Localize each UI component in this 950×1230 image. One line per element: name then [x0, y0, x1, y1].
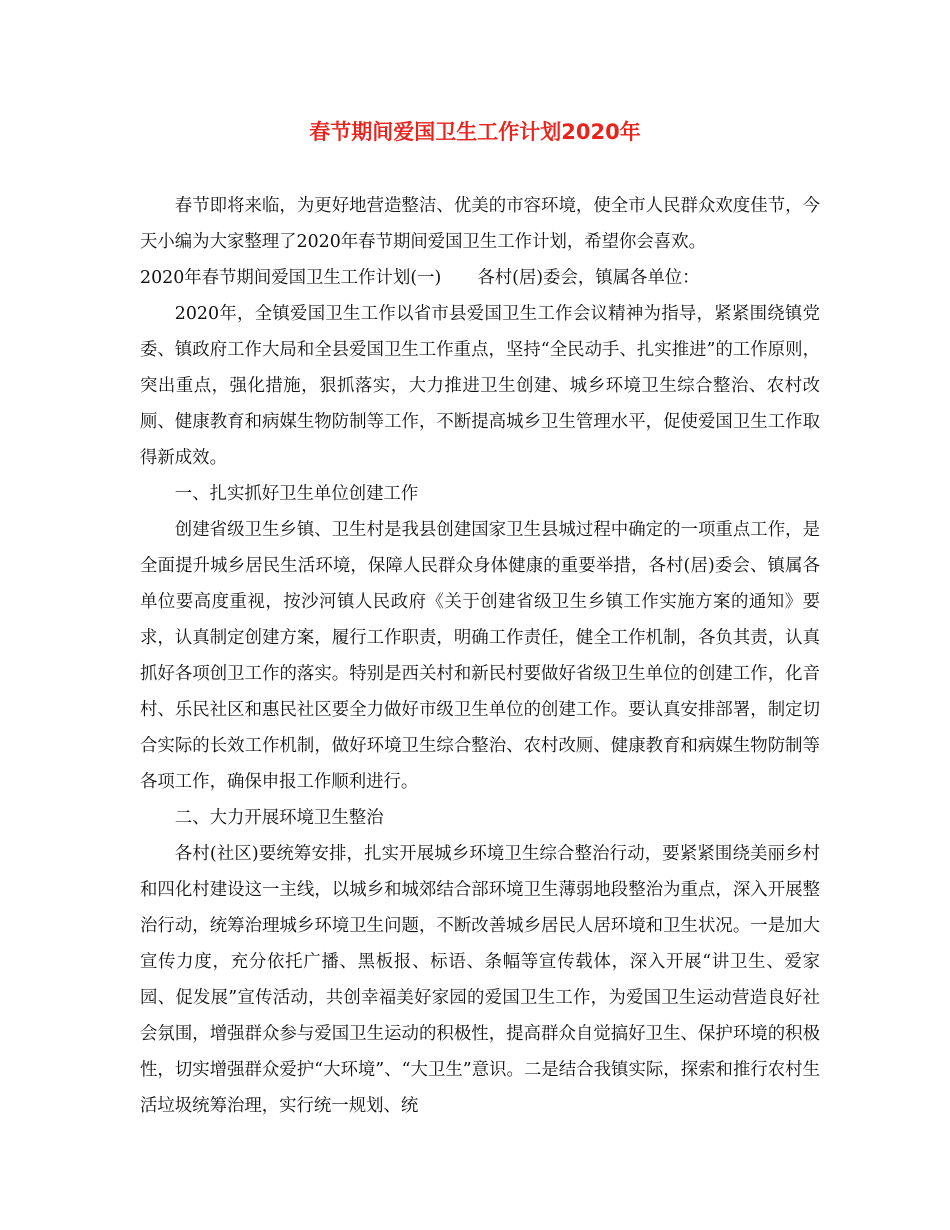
intro-paragraph: [140, 188, 820, 260]
section2-paragraph: 各村(社区)要统筹安排，扎实开展城乡环境卫生综合整治行动，要紧紧围绕美丽乡村和四化村建设这一主线，以城乡和城郊结合部环境卫生薄弱地段整治为重点，深入开展整治行动，统筹治理城乡环境卫生问题，不断改善城乡居民人居环境和卫生状况。一是加大宣传力度，充分依托广播、黑板报、标语、条幅等宣传载体，深入开展“讲卫生、爱家园、促发展”宣传活动，共创幸福美好家园的爱国卫生工作，为爱国卫生运动营造良好社会氛围，增强群众参与爱国卫生运动的积极性，提高群众自觉搞好卫生、保护环境的积极性，切实增强群众爱护“大环境”、“大卫生”意识。二是结合我镇实际，探索和推行农村生活垃圾统筹治理，实行统一规划、统: [140, 844, 820, 1116]
overview-paragraph: 2020年，全镇爱国卫生工作以省市县爱国卫生工作会议精神为指导，紧紧围绕镇党委、镇政府工作大局和全县爱国卫生工作重点，坚持“全民动手、扎实推进”的工作原则，突出重点，强化措施，狠抓落实，大力推进卫生创建、城乡环境卫生综合整治、农村改厕、健康教育和病媒生物防制等工作，不断提高城乡卫生管理水平，促使爱国卫生工作取得新成效。: [140, 304, 820, 468]
section1-heading: 一、扎实抓好卫生单位创建工作: [174, 484, 419, 504]
document-body: [140, 188, 820, 1124]
plan-heading-line: [140, 260, 820, 296]
section2-heading: 二、大力开展环境卫生整治: [174, 808, 384, 828]
intro-text: 春节即将来临，为更好地营造整洁、优美的市容环境，使全市人民群众欢度佳节，今天小编为大家整理了2020年春节期间爱国卫生工作计划，希望你会喜欢。: [140, 196, 820, 252]
section1-paragraph: 创建省级卫生乡镇、卫生村是我县创建国家卫生县城过程中确定的一项重点工作，是全面提升城乡居民生活环境，保障人民群众身体健康的重要举措，各村(居)委会、镇属各单位要高度重视，按沙河镇人民政府《关于创建省级卫生乡镇工作实施方案的通知》要求，认真制定创建方案，履行工作职责，明确工作责任，健全工作机制，各负其责，认真抓好各项创卫工作的落实。特别是西关村和新民村要做好省级卫生单位的创建工作，化音村、乐民社区和惠民社区要全力做好市级卫生单位的创建工作。要认真安排部署，制定切合实际的长效工作机制，做好环境卫生综合整治、农村改厕、健康教育和病媒生物防制等各项工作，确保申报工作顺利进行。: [140, 520, 820, 792]
salutation: 各村(居)委会，镇属各单位：: [477, 268, 700, 288]
plan-heading: 2020年春节期间爱国卫生工作计划(一): [140, 268, 442, 288]
document-title: 春节期间爱国卫生工作计划2020年: [309, 120, 641, 144]
